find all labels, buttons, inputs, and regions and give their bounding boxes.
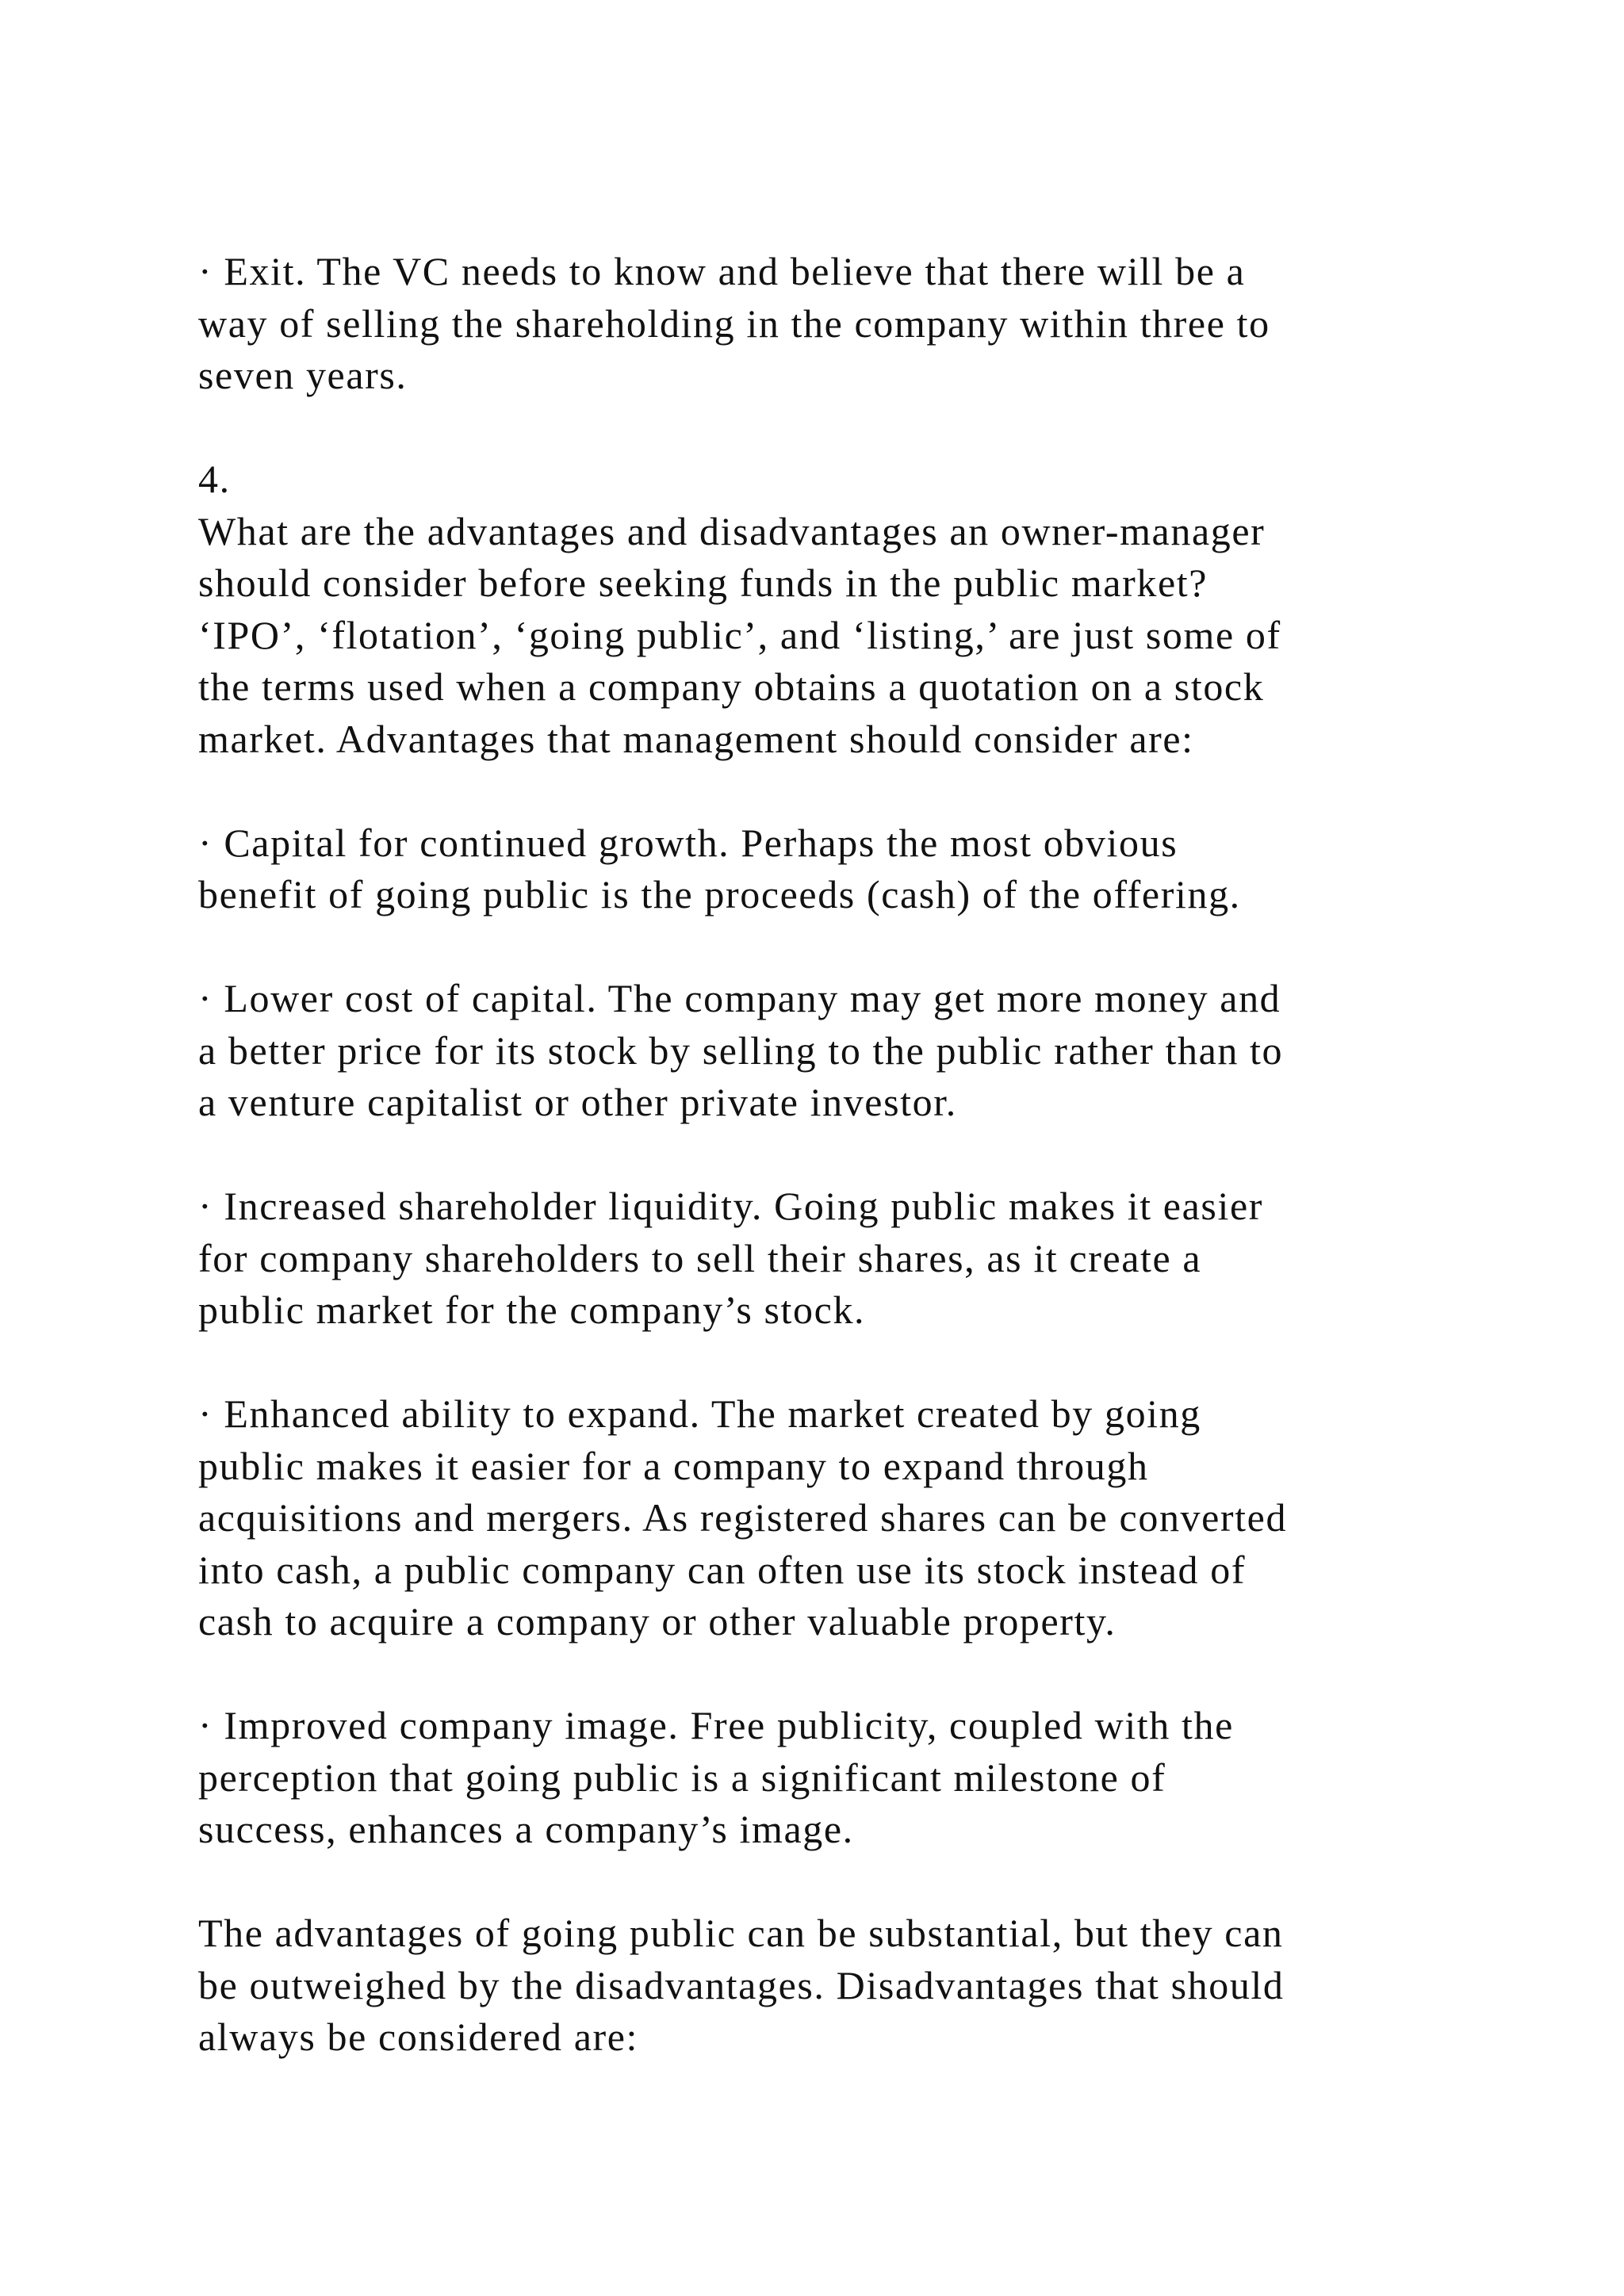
lower-cost-bullet: · Lower cost of capital. The company may get more money and a better price for its stock by selling to the public rather than to a venture capitalist or other private investor.	[198, 976, 1284, 1124]
exit-bullet-paragraph: · Exit. The VC needs to know and believe that there will be a way of selling the shareholding in the company within three to seven years.	[198, 249, 1270, 397]
disadvantages-intro-paragraph: The advantages of going public can be substantial, but they can be outweighed by the disadvantages. Disadvantages that should always be considered are:	[198, 1911, 1285, 2059]
capital-growth-bullet: · Capital for continued growth. Perhaps the most obvious benefit of going public is the proceeds (cash) of the offering.	[198, 820, 1241, 916]
question-paragraph: What are the advantages and disadvantages an owner-manager should consider before seeking funds in the public market? ‘IPO’, ‘flotation’, ‘going public’, and ‘listing,’ are just some of the terms used when a company obtains a quotation on a stock market. Advantages that management should consider are:	[198, 508, 1281, 761]
document-body	[198, 246, 1435, 2064]
question-number: 4.	[198, 457, 231, 501]
expand-bullet: · Enhanced ability to expand. The market created by going public makes it easier for a company to expand through acquisitions and mergers. As registered shares can be converted into cash, a public company can often use its stock instead of cash to acquire a company or other valuable property.	[198, 1391, 1288, 1644]
liquidity-bullet: · Increased shareholder liquidity. Going public makes it easier for company shareholders to sell their shares, as it create a public market for the company’s stock.	[198, 1184, 1263, 1332]
image-bullet: · Improved company image. Free publicity, coupled with the perception that going public is a significant milestone of success, enhances a company’s image.	[198, 1703, 1234, 1851]
